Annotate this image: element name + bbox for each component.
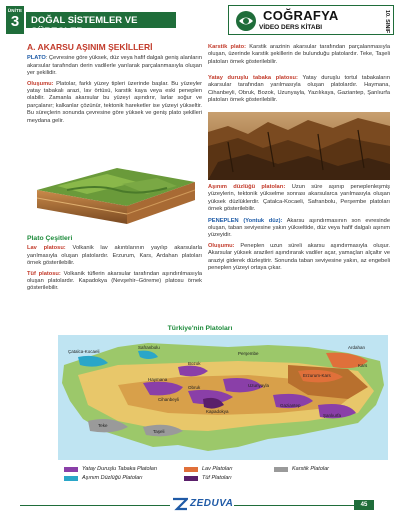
page-header bbox=[0, 0, 400, 40]
legend-swatch bbox=[184, 467, 198, 472]
right-column-top bbox=[208, 44, 390, 69]
brand-title: COĞRAFYA bbox=[263, 8, 339, 23]
page-number: 45 bbox=[354, 500, 374, 510]
unit-title: DOĞAL SİSTEMLER VE SÜREÇLER bbox=[26, 12, 176, 28]
legend-label: Tüf Platoları bbox=[202, 475, 232, 481]
legend-swatch bbox=[64, 476, 78, 481]
horizontal-text: Yatay duruşlu tortul tabakaların akarsular tarafından yarılmasıyla oluşan platolardır. Haymana, Cihanbeyli, Obruk, Bozok, Uzunyayla, Yazılıkaya, Gaziantep, Şanlıurfa platoları örnek gösterilebilir. bbox=[208, 75, 391, 104]
brand-subtitle: VİDEO DERS KİTABI bbox=[259, 24, 323, 31]
plato-formation bbox=[27, 81, 202, 125]
erosion-plain-plateau bbox=[208, 184, 390, 275]
map-label: Haymana bbox=[148, 377, 168, 382]
map-label: Gaziantep bbox=[280, 403, 301, 408]
erosion-text: Uzun süre aşınıp peneplenleşmiş yüzeylerin, tektonik yükselme sonrası akarsularca yarılmasıyla oluşan yüksek düzlüklerdir. Çatalca-Kocaeli, Safranbolu, Perşembe platoları örnek gösterilebilir. bbox=[208, 184, 390, 213]
plateau-types-title: Plato Çeşitleri bbox=[27, 235, 73, 242]
map-label: Teke bbox=[98, 423, 108, 428]
map-label: Ardahan bbox=[348, 345, 366, 350]
plateau-illustration bbox=[27, 160, 202, 228]
unit-badge bbox=[6, 6, 24, 34]
tuff-plateau bbox=[27, 271, 202, 293]
map-label: Kapadokya bbox=[206, 409, 229, 414]
map-label: Cihanbeyli bbox=[158, 397, 180, 402]
formation-text: Platolar, farklı yüzey tipleri üzerinde başlar. Bu yüzeyler yatay tabakalı arazi, lav örtüsü, karstik kaya veya eski peneplen olabilir. Zamanla akarsular bu yüzeyi aşındırır, larlar soğur ve parçalanır; kalkanlar çözünür, tektonik hareketler ise yüzeyi yükseltir. Bu süreçlerin sonunda çevresine göre yüksek ve geniş plato şekilleri meydana gelir. bbox=[27, 80, 202, 124]
horizontal-plateau-text-block bbox=[208, 75, 390, 105]
map-label: Perşembe bbox=[238, 351, 259, 356]
legend-label: Yatay Duruşlu Tabaka Platoları bbox=[82, 466, 158, 472]
lava-plateau bbox=[27, 245, 202, 267]
map-label: Kars bbox=[358, 363, 368, 368]
plato-definition bbox=[27, 55, 202, 77]
legend-swatch bbox=[184, 476, 198, 481]
map-label: Erzurum-Kars bbox=[303, 373, 331, 378]
map-label: Şanlıurfa bbox=[323, 413, 342, 418]
unit-label: ÜNİTE bbox=[7, 8, 23, 13]
map-label: Safranbolu bbox=[138, 345, 160, 350]
legend-item bbox=[184, 466, 233, 472]
plato-keyword: PLATO bbox=[27, 55, 46, 62]
footer-brand bbox=[170, 495, 234, 513]
footer-brand-name: ZEDUVA bbox=[190, 498, 234, 509]
map-label: Obruk bbox=[188, 385, 201, 390]
grade-label: 10. SINIF bbox=[384, 10, 390, 34]
plato-text: : Çevresine göre yüksek, düz veya hafif dalgalı geniş alanların akarsular tarafından derin vadilerle yarılarak parçalanmasıyla oluşan yer şekilidir. bbox=[27, 55, 202, 77]
map-title: Türkiye'nin Platoları bbox=[167, 325, 233, 332]
map-label: Taşeli bbox=[153, 429, 165, 434]
peneplain-formation bbox=[208, 243, 390, 273]
tuff-keyword: Tüf platosu: bbox=[27, 270, 61, 277]
peneplain-text: Akarsu aşındırmasının son evresinde oluşan, taban seviyesine yakın yükseltide, düz veya hafif dalgalı aşınım yüzeyidir. bbox=[208, 217, 390, 239]
karst-plateau bbox=[208, 44, 390, 66]
zeduva-logo-icon bbox=[172, 497, 188, 511]
book-brand bbox=[228, 5, 394, 35]
horizontal-keyword: Yatay duruşlu tabaka platosu: bbox=[208, 75, 298, 81]
lava-text: Volkanik lav akıntılarının yayılıp akarsularla yarılmasıyla oluşan platolardır. Erzurum, Kars, Ardahan platoları örnek gösterilebilir. bbox=[27, 245, 203, 267]
legend-label: Aşınım Düzlüğü Platoları bbox=[82, 475, 143, 481]
legend-label: Karstik Platolar bbox=[292, 466, 329, 472]
landscape-photo bbox=[208, 112, 390, 180]
erosion-keyword: Aşınım düzlüğü platoları: bbox=[208, 184, 286, 190]
legend-item bbox=[64, 475, 143, 481]
peneplain-definition bbox=[208, 218, 390, 240]
legend-swatch bbox=[274, 467, 288, 472]
formation-keyword: Oluşumu: bbox=[27, 80, 54, 87]
plateau-types bbox=[27, 232, 202, 296]
legend-item bbox=[64, 466, 157, 472]
horizontal-plateau bbox=[208, 75, 390, 108]
book-logo-icon bbox=[235, 10, 257, 32]
map-label: Bozok bbox=[188, 361, 201, 366]
map-legend bbox=[64, 466, 394, 486]
map-label: Uzunyayla bbox=[248, 383, 270, 388]
karst-text: Karstik arazinin akarsular tarafından parçalanmasıyla oluşan, üzerinde karstik şekillerin de bulunduğu platolardır. Teke, Taşeli platoları örnek gösterilebilir. bbox=[208, 44, 390, 65]
lava-keyword: Lav platosu: bbox=[27, 245, 66, 252]
section-title: A. AKARSU AŞINIM ŞEKİLLERİ bbox=[27, 42, 153, 52]
peneplain-formation-text: Peneplen uzun süreli akarsu aşındırmasıyla oluşur. Akarsular yüksek arazileri aşındırarak vadiler açar, yamaçları alçaltır ve araziyi giderek düzleştirir. Sonunda taban seviyesine yakın, az engebeli peneplen yüzeyi ortaya çıkar. bbox=[208, 242, 390, 272]
legend-item bbox=[184, 475, 232, 481]
karst-keyword: Karstik plato: bbox=[208, 44, 247, 50]
tuff-text: Volkanik tüflerin akarsular tarafından aşındırılmasıyla oluşan platolardır. Kapadokya (Nevşehir–Göreme) platosu örnek gösterilebilir. bbox=[27, 270, 202, 292]
peneplain-keyword: PENEPLEN (Yontuk düz): bbox=[208, 217, 283, 224]
erosion-plain-text-block bbox=[208, 184, 390, 214]
legend-item bbox=[274, 466, 329, 472]
legend-label: Lav Platoları bbox=[202, 466, 233, 472]
map-label: Çatalca-Kocaeli bbox=[68, 349, 100, 354]
peneplain-formation-keyword: Oluşumu: bbox=[208, 242, 235, 249]
legend-swatch bbox=[64, 467, 78, 472]
unit-number: 3 bbox=[10, 13, 20, 30]
left-column bbox=[27, 44, 202, 128]
turkey-plateaus-map bbox=[58, 335, 388, 460]
